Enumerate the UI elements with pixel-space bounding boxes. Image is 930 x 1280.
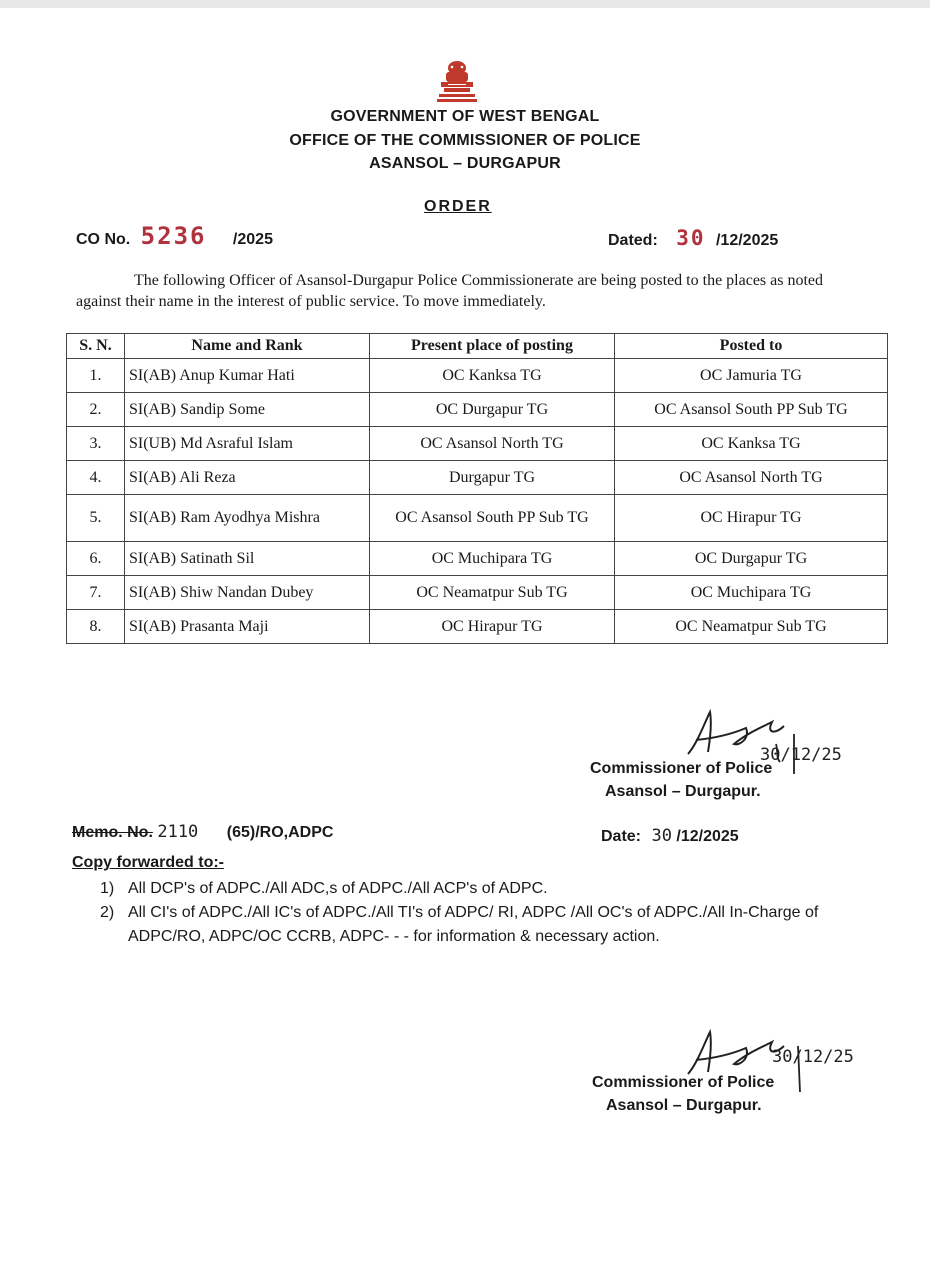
header-government: GOVERNMENT OF WEST BENGAL (330, 108, 600, 125)
signature2-date: 30/12/25 (772, 1047, 854, 1067)
cell-sn: 1. (67, 359, 125, 393)
signature1-date: 30/12/25 (760, 745, 842, 765)
cell-present: OC Muchipara TG (370, 542, 615, 576)
cell-name: SI(AB) Anup Kumar Hati (125, 359, 370, 393)
header-name-rank: Name and Rank (125, 334, 370, 359)
cell-present: OC Asansol South PP Sub TG (370, 495, 615, 542)
memo-date-label: Date: (601, 828, 642, 845)
cell-posted: OC Hirapur TG (615, 495, 888, 542)
dated-line (608, 226, 778, 250)
list-item-text: All DCP's of ADPC./All ADC,s of ADPC./All ACP's of ADPC. (128, 880, 548, 897)
list-item-text: All CI's of ADPC./All IC's of ADPC./All TI's of ADPC/ RI, ADPC /All OC's of ADPC./All In-Charge of ADPC/RO, ADPC/OC CCRB, ADPC- - - for information & necessary action. (128, 904, 819, 945)
cell-sn: 8. (67, 610, 125, 644)
cell-sn: 4. (67, 461, 125, 495)
memo-date-line (601, 826, 739, 846)
header-present-posting: Present place of posting (370, 334, 615, 359)
cell-present: OC Asansol North TG (370, 427, 615, 461)
co-number-line (76, 222, 273, 250)
order-title: ORDER (424, 198, 492, 215)
cell-present: Durgapur TG (370, 461, 615, 495)
cell-present: OC Hirapur TG (370, 610, 615, 644)
cell-posted: OC Asansol North TG (615, 461, 888, 495)
cell-sn: 7. (67, 576, 125, 610)
cell-present: OC Kanksa TG (370, 359, 615, 393)
header-sn: S. N. (67, 334, 125, 359)
list-item-number: 1) (100, 880, 115, 897)
co-label: CO No. (76, 231, 131, 248)
cell-name: SI(UB) Md Asraful Islam (125, 427, 370, 461)
cell-present: OC Neamatpur Sub TG (370, 576, 615, 610)
cell-posted: OC Jamuria TG (615, 359, 888, 393)
cell-sn: 6. (67, 542, 125, 576)
header-location: ASANSOL – DURGAPUR (369, 155, 561, 172)
posting-table (66, 333, 888, 644)
list-item-number: 2) (100, 904, 115, 921)
cell-posted: OC Muchipara TG (615, 576, 888, 610)
table-row (67, 610, 888, 644)
memo-rest: (65)/RO,ADPC (226, 824, 334, 841)
cell-name: SI(AB) Prasanta Maji (125, 610, 370, 644)
scan-top-edge (0, 0, 930, 8)
intro-paragraph: The following Officer of Asansol-Durgapur Police Commissionerate are being posted to the places as noted against their name in the interest of public service. To move immediately. (76, 272, 824, 310)
cell-posted: OC Neamatpur Sub TG (615, 610, 888, 644)
co-number: 5236 (140, 222, 207, 250)
memo-number: 2110 (157, 822, 199, 842)
memo-label: Memo. No. (72, 824, 153, 841)
table-row (67, 495, 888, 542)
state-emblem-icon (432, 58, 482, 104)
signature1-place: Asansol – Durgapur. (605, 783, 761, 800)
header-office: OFFICE OF THE COMMISSIONER OF POLICE (289, 132, 641, 149)
cell-posted: OC Kanksa TG (615, 427, 888, 461)
cell-posted: OC Asansol South PP Sub TG (615, 393, 888, 427)
table-row (67, 542, 888, 576)
co-year: /2025 (232, 231, 273, 248)
memo-line (72, 822, 333, 842)
cell-sn: 3. (67, 427, 125, 461)
cell-sn: 5. (67, 495, 125, 542)
dated-day: 30 (676, 226, 706, 250)
table-row (67, 359, 888, 393)
list-item (100, 901, 860, 949)
signature2-title: Commissioner of Police (592, 1074, 775, 1091)
table-row (67, 576, 888, 610)
table-row (67, 427, 888, 461)
cell-name: SI(AB) Ali Reza (125, 461, 370, 495)
table-row (67, 393, 888, 427)
cell-name: SI(AB) Ram Ayodhya Mishra (125, 495, 370, 542)
cell-present: OC Durgapur TG (370, 393, 615, 427)
list-item (100, 877, 860, 901)
cell-name: SI(AB) Sandip Some (125, 393, 370, 427)
signature2-place: Asansol – Durgapur. (606, 1097, 762, 1114)
header-posted-to: Posted to (615, 334, 888, 359)
dated-rest: /12/2025 (715, 232, 779, 249)
dated-label: Dated: (608, 232, 658, 249)
cell-name: SI(AB) Satinath Sil (125, 542, 370, 576)
signature1-title: Commissioner of Police (590, 760, 773, 777)
copy-forwarded-heading: Copy forwarded to:- (72, 854, 224, 871)
copy-forwarded-list (100, 877, 860, 949)
cell-name: SI(AB) Shiw Nandan Dubey (125, 576, 370, 610)
table-header-row (67, 334, 888, 359)
cell-posted: OC Durgapur TG (615, 542, 888, 576)
table-row (67, 461, 888, 495)
memo-date-rest: /12/2025 (676, 828, 739, 845)
cell-sn: 2. (67, 393, 125, 427)
memo-date-day: 30 (651, 826, 672, 846)
